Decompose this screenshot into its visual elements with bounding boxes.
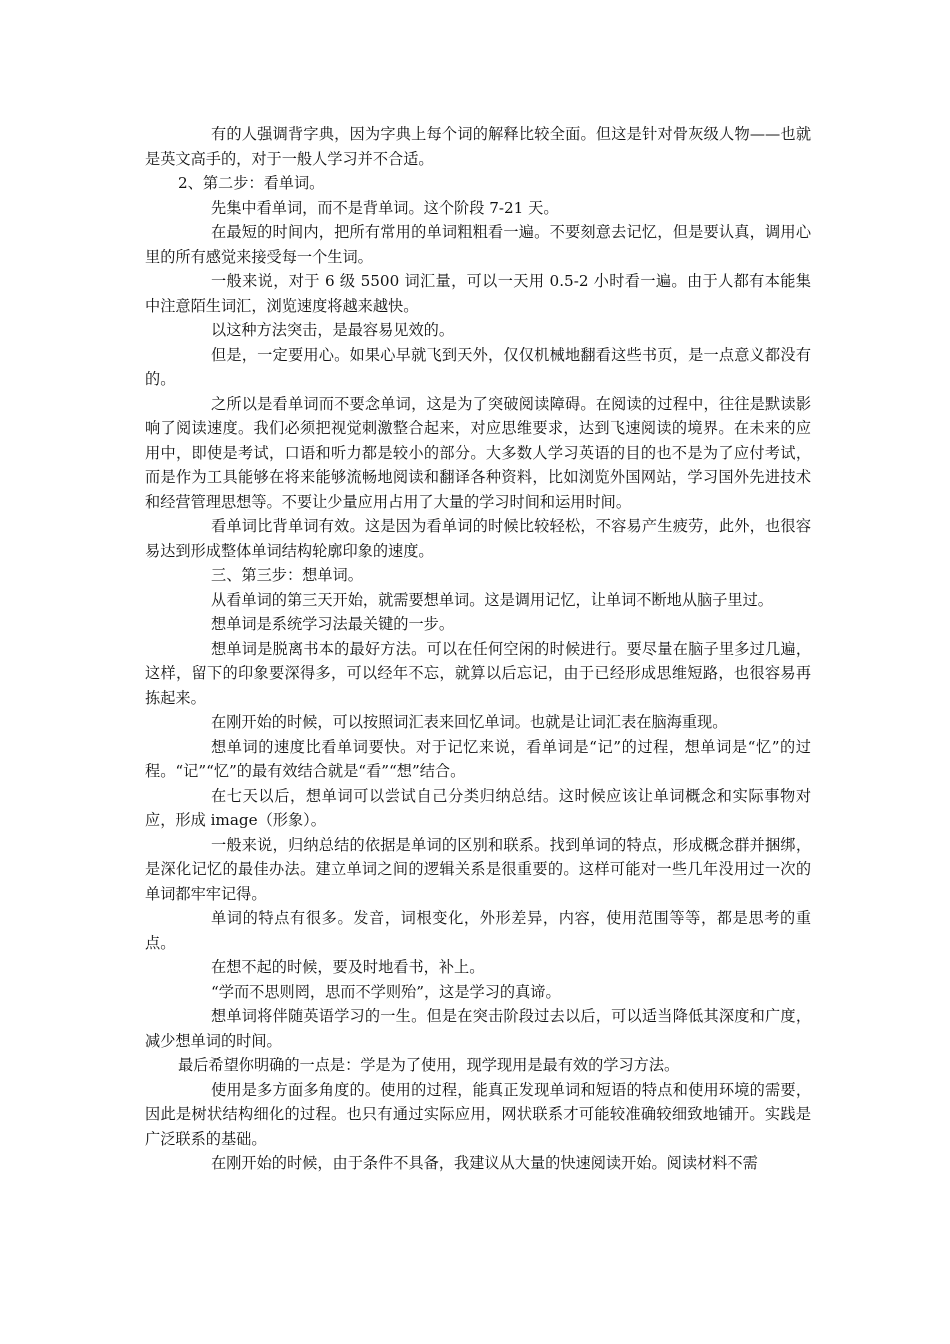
paragraph: 在刚开始的时候，由于条件不具备，我建议从大量的快速阅读开始。阅读材料不需 bbox=[211, 1154, 758, 1172]
paragraph: 看单词比背单词有效。这是因为看单词的时候比较轻松，不容易产生疲劳，此外，也很容易达到形成整体单词结构轮廓印象的速度。 bbox=[145, 517, 811, 560]
paragraph: 想单词是脱离书本的最好方法。可以在任何空闲的时候进行。要尽量在脑子里多过几遍，这样，留下的印象要深得多，可以经年不忘，就算以后忘记，由于已经形成思维短路，也很容易再拣起来。 bbox=[145, 639, 811, 707]
paragraph: 一般来说，对于 6 级 5500 词汇量，可以一天用 0.5-2 小时看一遍。由于人都有本能集中注意陌生词汇，浏览速度将越来越快。 bbox=[145, 272, 811, 315]
paragraph: 使用是多方面多角度的。使用的过程，能真正发现单词和短语的特点和使用环境的需要，因此是树状结构细化的过程。也只有通过实际应用，网状联系才可能较准确较细致地铺开。实践是广泛联系的基础。 bbox=[145, 1080, 811, 1148]
summary-heading: 最后希望你明确的一点是：学是为了使用，现学现用是最有效的学习方法。 bbox=[178, 1056, 680, 1074]
paragraph: 在七天以后，想单词可以尝试自己分类归纳总结。这时候应该让单词概念和实际事物对应，形成 image（形象）。 bbox=[145, 786, 811, 829]
paragraph: 以这种方法突击，是最容易见效的。 bbox=[211, 321, 454, 339]
paragraph: 想单词的速度比看单词要快。对于记忆来说，看单词是“记”的过程，想单词是“忆”的过程。“记”“忆”的最有效结合就是“看”“想”结合。 bbox=[145, 737, 811, 780]
paragraph: 有的人强调背字典，因为字典上每个词的解释比较全面。但这是针对骨灰级人物——也就是英文高手的，对于一般人学习并不合适。 bbox=[145, 125, 811, 168]
quote-paragraph: “学而不思则罔，思而不学则殆”，这是学习的真谛。 bbox=[211, 982, 561, 1001]
paragraph: 先集中看单词，而不是背单词。这个阶段 7-21 天。 bbox=[211, 198, 559, 217]
paragraph: 想单词是系统学习法最关键的一步。 bbox=[211, 615, 454, 633]
paragraph: 单词的特点有很多。发音，词根变化，外形差异，内容，使用范围等等，都是思考的重点。 bbox=[145, 909, 811, 952]
section-heading: 2、第二步：看单词。 bbox=[178, 174, 325, 192]
paragraph: 在刚开始的时候，可以按照词汇表来回忆单词。也就是让词汇表在脑海重现。 bbox=[211, 713, 728, 731]
paragraph: 但是，一定要用心。如果心早就飞到天外，仅仅机械地翻看这些书页，是一点意义都没有的。 bbox=[145, 345, 811, 388]
paragraph: 从看单词的第三天开始，就需要想单词。这是调用记忆，让单词不断地从脑子里过。 bbox=[211, 590, 773, 609]
paragraph: 想单词将伴随英语学习的一生。但是在突击阶段过去以后，可以适当降低其深度和广度，减少想单词的时间。 bbox=[145, 1007, 811, 1050]
paragraph: 一般来说，归纳总结的依据是单词的区别和联系。找到单词的特点，形成概念群并捆绑，是深化记忆的最佳办法。建立单词之间的逻辑关系是很重要的。这样可能对一些几年没用过一次的单词都牢牢记得。 bbox=[145, 835, 811, 903]
document-page bbox=[145, 122, 811, 1176]
paragraph: 在最短的时间内，把所有常用的单词粗粗看一遍。不要刻意去记忆，但是要认真，调用心里的所有感觉来接受每一个生词。 bbox=[145, 223, 811, 266]
paragraph: 在想不起的时候，要及时地看书，补上。 bbox=[211, 958, 485, 976]
section-heading: 三、第三步：想单词。 bbox=[211, 566, 363, 584]
paragraph: 之所以是看单词而不要念单词，这是为了突破阅读障碍。在阅读的过程中，往往是默读影响了阅读速度。我们必须把视觉刺激整合起来，对应思维要求，达到飞速阅读的境界。在未来的应用中，即使是考试，口语和听力都是较小的部分。大多数人学习英语的目的也不是为了应付考试，而是作为工具能够在将来能够流畅地阅读和翻译各种资料，比如浏览外国网站，学习国外先进技术和经营管理思想等。不要让少量应用占用了大量的学习时间和运用时间。 bbox=[145, 394, 811, 511]
